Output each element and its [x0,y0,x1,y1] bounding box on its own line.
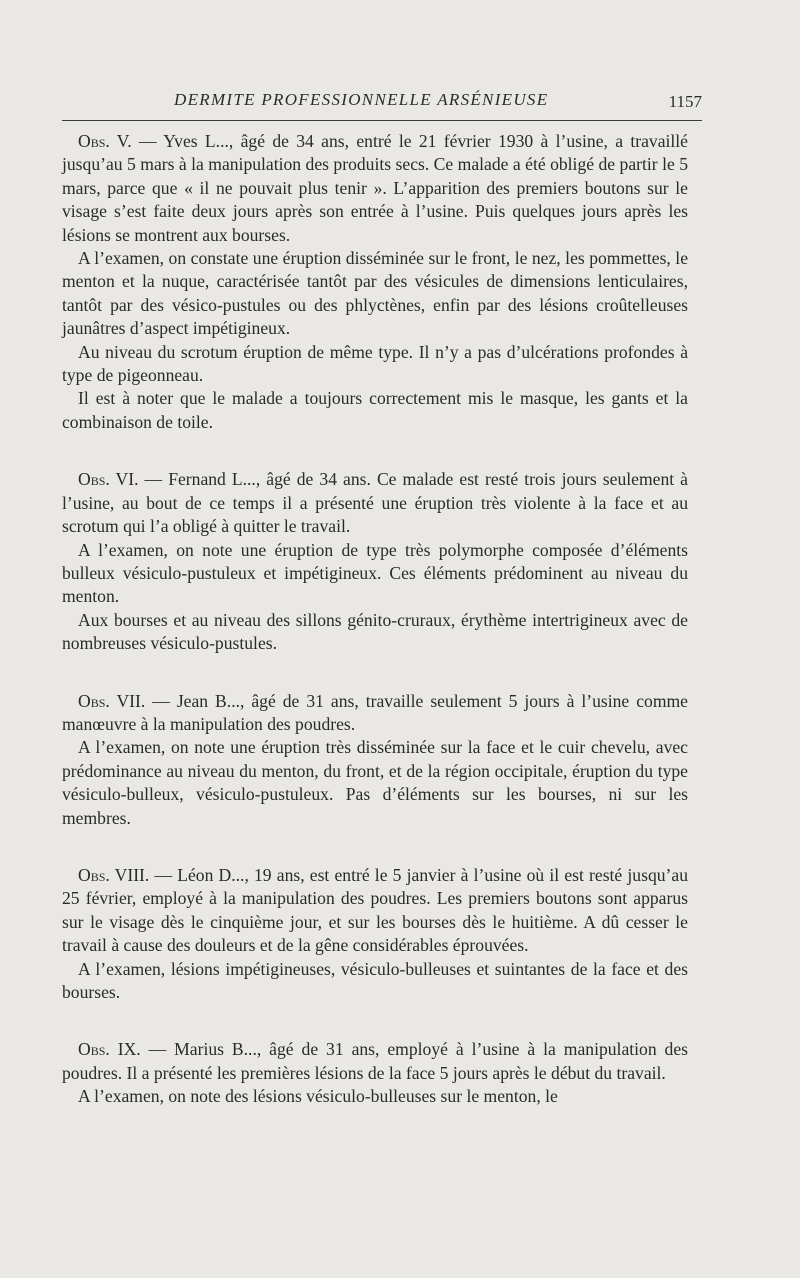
page-header [62,86,702,118]
observation-label: Obs. V. [78,131,132,151]
paragraph: A l’examen, on note des lésions vésiculo-bulleuses sur le menton, le [78,1086,558,1107]
paragraph: Il est à noter que le malade a toujours correctement mis le masque, les gants et la combinaison de toile. [62,388,688,432]
observation-8 [62,864,688,1004]
paragraph: A l’examen, lésions impétigineuses, vésiculo-bulleuses et suintantes de la face et des bourses. [62,958,688,1002]
observation-label: Obs. VII. [78,690,146,711]
observation-label: Obs. VI. [78,469,139,490]
paragraph [62,130,688,247]
header-rule [62,120,702,121]
paragraph-text: — Marius B..., âgé de 31 ans, employé à l’usine à la manipulation des poudres. Il a présenté les premières lésions de la face 5 jours après le début du travail. [62,1039,689,1083]
paragraph-text: — Léon D..., 19 ans, est entré le 5 janvier à l’usine où il est resté jusqu’au 25 février, employé à la manipulation des poudres. Les premiers boutons sont apparus sur le visage dès le cinquième jour, et sur les bourses dès le huitième. A dû cesser le travail à cause des douleurs et de la gêne considérables éprouvées. [62,864,688,956]
paragraph: Aux bourses et au niveau des sillons génito-cruraux, érythème intertrigineux avec de nombreuses vésiculo-pustules. [62,609,688,654]
observation-label: Obs. IX. [78,1039,141,1060]
paragraph-text: — Fernand L..., âgé de 34 ans. Ce malade est resté trois jours seulement à l’usine, au bout de ce temps il a présenté une éruption très violente à la face et au scrotum qui l’a obligé à quitter le travail. [62,469,688,537]
observation-9 [62,1038,688,1108]
paragraph [62,1038,688,1085]
paragraph: A l’examen, on note une éruption de type très polymorphe composée d’éléments bulleux vésiculo-pustuleux et impétigineux. Ces éléments prédominent au niveau du menton. [62,539,688,607]
observation-5 [62,130,688,434]
observation-label: Obs. VIII. [78,864,150,885]
running-title: DERMITE PROFESSIONNELLE ARSÉNIEUSE [174,90,549,109]
paragraph: A l’examen, on constate une éruption disséminée sur le front, le nez, les pommettes, le menton et la nuque, caractérisée tantôt par des vésicules de dimensions lenticulaires, tantôt par des vésico-pustules ou des phlyctènes, enfin par des lésions croûtelleuses jaunâtres d’aspect impétigineux. [62,248,688,339]
page-body [62,130,688,1143]
paragraph [62,690,688,737]
paragraph [62,864,688,958]
paragraph-text: — Yves L..., âgé de 34 ans, entré le 21 février 1930 à l’usine, a travaillé jusqu’au 5 mars à la manipulation des produits secs. Ce malade a été obligé de partir le 5 mars, parce que « il ne pouvait plus tenir ». L’apparition des premiers boutons sur le visage s’est faite deux jours après son entrée à l’usine. Puis quelques jours après les lésions se montrent aux bourses. [62,131,688,245]
paragraph [62,468,688,538]
paragraph-text: — Jean B..., âgé de 31 ans, travaille seulement 5 jours à l’usine comme manœuvre à la manipulation des poudres. [62,690,688,734]
observation-6 [62,468,688,655]
paragraph: Au niveau du scrotum éruption de même type. Il n’y a pas d’ulcérations profondes à type de pigeonneau. [62,341,688,386]
observation-7 [62,690,688,830]
paragraph: A l’examen, on note une éruption très disséminée sur la face et le cuir chevelu, avec prédominance au niveau du menton, du front, et de la région occipitale, éruption du type vésiculo-bulleux, vésiculo-pustuleux. Pas d’éléments sur les bourses, ni sur les membres. [62,737,688,828]
page-number: 1157 [668,92,702,111]
